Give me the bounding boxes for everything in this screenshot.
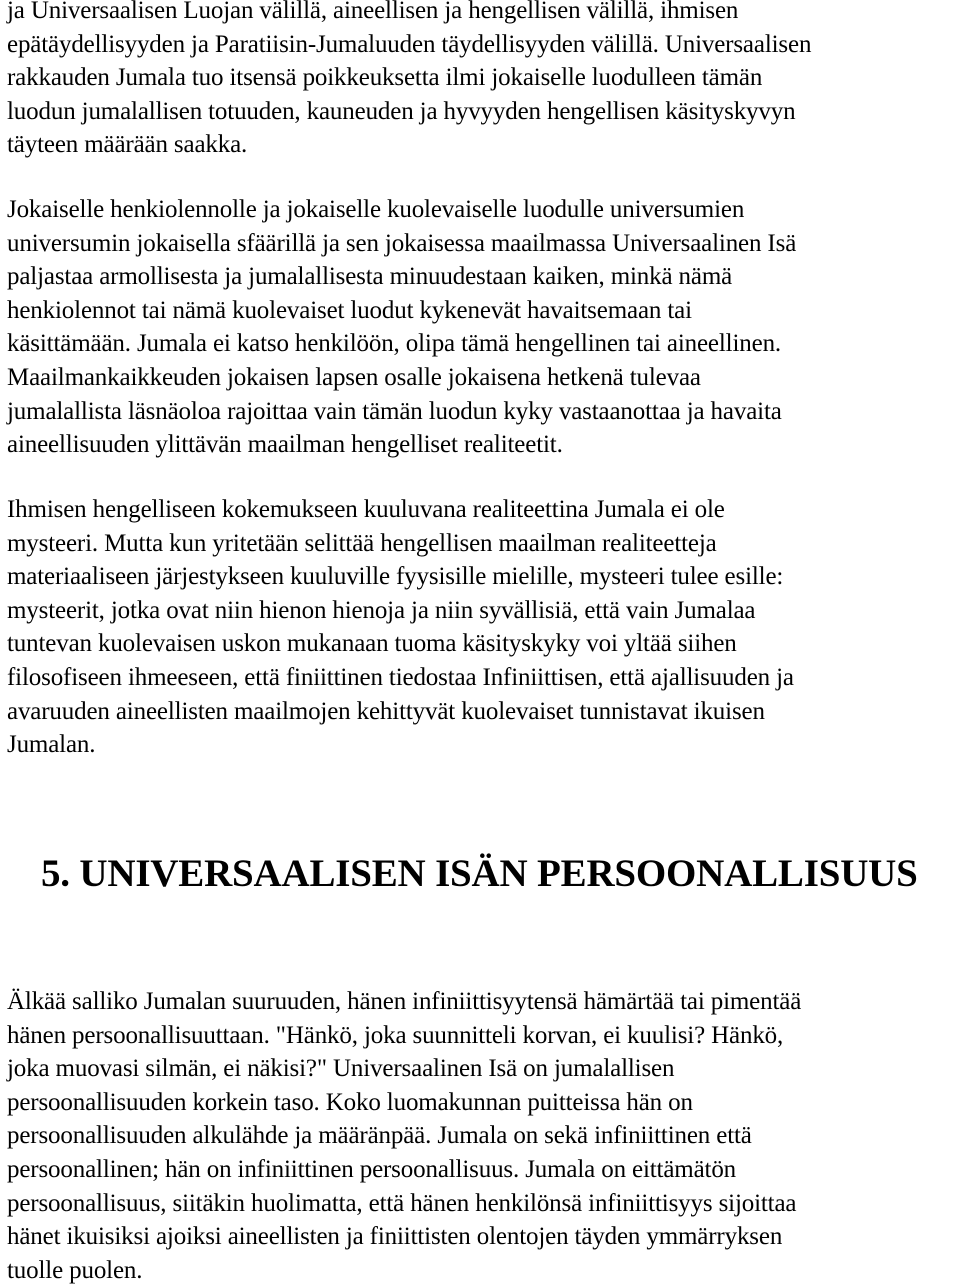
paragraph-line: filosofiseen ihmeeseen, että finiittinen tiedostaa Infiniittisen, että ajallisuuden ja: [7, 663, 794, 691]
paragraph-line: joka muovasi silmän, ei näkisi?" Universaalinen Isä on jumalallisen: [7, 1055, 675, 1083]
section-paragraph-1: [7, 985, 957, 1287]
paragraph-line: Ihmisen hengelliseen kokemukseen kuuluvana realiteettina Jumala ei ole: [7, 496, 725, 523]
paragraph-line: persoonallinen; hän on infiniittinen persoonallisuus. Jumala on eittämätön: [7, 1155, 737, 1183]
paragraph-line: luodun jumalallisen totuuden, kauneuden ja hyvyyden hengellisen käsityskyvyn: [7, 97, 796, 125]
paragraph-line: Jumalan.: [7, 731, 96, 759]
paragraph-line: hänet ikuisiksi ajoiksi aineellisten ja finiittisten olentojen täyden ymmärryksen: [7, 1223, 783, 1251]
paragraph-line: jumalallista läsnäoloa rajoittaa vain tämän luodun kyky vastaanottaa ja havaita: [7, 397, 782, 425]
paragraph-line: mysteerit, jotka ovat niin hienon hienoja ja niin syvällisiä, että vain Jumalaa: [7, 596, 756, 624]
paragraph-line: rakkauden Jumala tuo itsensä poikkeuksetta ilmi jokaiselle luodulleen tämän: [7, 64, 763, 92]
paragraph-line: Maailmankaikkeuden jokaisen lapsen osalle jokaisena hetkenä tulevaa: [7, 363, 701, 391]
paragraph-line: universumin jokaisella sfäärillä ja sen jokaisessa maailmassa Universaalinen Isä: [7, 229, 797, 257]
paragraph-line: avaruuden aineellisten maailmojen kehittyvät kuolevaiset tunnistavat ikuisen: [7, 697, 765, 725]
paragraph-1: [7, 0, 957, 162]
paragraph-line: epätäydellisyyden ja Paratiisin-Jumaluuden täydellisyyden välillä. Universaalisen: [7, 30, 812, 58]
paragraph-2: [7, 193, 957, 462]
paragraph-line: hänen persoonallisuuttaan. "Hänkö, joka suunnitteli korvan, ei kuulisi? Hänkö,: [7, 1021, 784, 1049]
paragraph-3: [7, 493, 957, 762]
paragraph-line: aineellisuuden ylittävän maailman hengelliset realiteetit.: [7, 431, 563, 459]
paragraph-line: täyteen määrään saakka.: [7, 131, 248, 159]
paragraph-line: Älkää salliko Jumalan suuruuden, hänen infiniittisyytensä hämärtää tai pimentää: [7, 988, 802, 1015]
paragraph-line: tuolle puolen.: [7, 1256, 143, 1284]
paragraph-line: käsittämään. Jumala ei katso henkilöön, olipa tämä hengellinen tai aineellinen.: [7, 330, 782, 358]
paragraph-line: mysteeri. Mutta kun yritetään selittää hengellisen maailman realiteetteja: [7, 529, 717, 557]
paragraph-line: ja Universaalisen Luojan välillä, aineellisen ja hengellisen välillä, ihmisen: [7, 0, 739, 24]
paragraph-line: henkiolennot tai nämä kuolevaiset luodut kykenevät havaitsemaan tai: [7, 296, 692, 324]
section-heading: 5. UNIVERSAALISEN ISÄN PERSOONALLISUUS: [41, 852, 918, 895]
paragraph-line: tuntevan kuolevaisen uskon mukanaan tuoma käsityskyky voi yltää siihen: [7, 630, 737, 658]
paragraph-line: persoonallisuuden korkein taso. Koko luomakunnan puitteissa hän on: [7, 1088, 693, 1116]
paragraph-line: persoonallisuus, siitäkin huolimatta, että hänen henkilönsä infiniittisyys sijoittaa: [7, 1189, 797, 1217]
paragraph-line: paljastaa armollisesta ja jumalallisesta minuudestaan kaiken, minkä nämä: [7, 263, 733, 291]
paragraph-line: materiaaliseen järjestykseen kuuluville fyysisille mielille, mysteeri tulee esille:: [7, 563, 784, 591]
paragraph-line: Jokaiselle henkiolennolle ja jokaiselle kuolevaiselle luodulle universumien: [7, 196, 745, 223]
paragraph-line: persoonallisuuden alkulähde ja määränpää. Jumala on sekä infiniittinen että: [7, 1122, 752, 1150]
